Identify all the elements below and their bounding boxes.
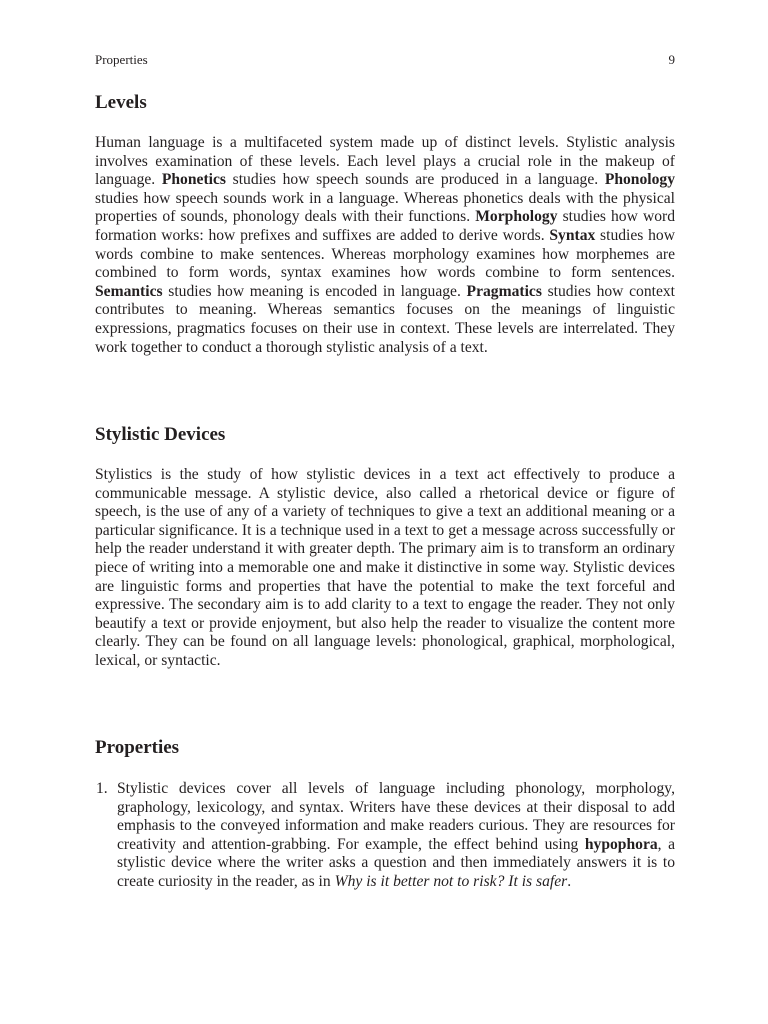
text-run: Human language is a multifaceted system made up of distinct levels. Stylistic analysis involves examination of these levels. Each level plays a crucial role in the makeup of language.	[95, 134, 675, 189]
section-heading-stylistic-devices: Stylistic Devices	[95, 424, 226, 445]
italic-example: Why is it better not to risk? It is safer	[334, 872, 568, 890]
bold-term: Morphology	[475, 208, 558, 226]
bold-term: hypophora	[584, 835, 658, 853]
bold-term: Pragmatics	[466, 282, 542, 300]
list-item-number: 1.	[96, 780, 108, 797]
bold-term: Syntax	[549, 226, 596, 244]
text-run: studies how speech sounds are produced in a language.	[225, 171, 605, 189]
text-run: Stylistic devices cover all levels of language including phonology, morphology, graphology, lexicology, and syntax. Writers have these devices at their disposal to add emphasis to the conveyed information and make readers curious. They are resources for creativity and attention-grabbing. For example, the effect behind using	[117, 780, 675, 853]
text-run: studies how word formation works: how prefixes and suffixes are added to derive words.	[95, 208, 676, 244]
section-heading-levels: Levels	[95, 92, 147, 113]
page-number: 9	[668, 52, 675, 67]
text-run: studies how speech sounds work in a language. Whereas phonetics deals with the physical properties of sounds, phonology deals with their functions.	[95, 189, 675, 226]
list-item-text	[117, 780, 675, 890]
text-run: Stylistics is the study of how stylistic devices in a text act effectively to produce a communicable message. A stylistic device, also called a rhetorical device or figure of speech, is the use of any of a variety of techniques to give a text an additional meaning or a particular significance. It is a technique used in a text to get a message across successfully or help the reader understand it with greater depth. The primary aim is to transform an ordinary piece of writing into a memorable one and make it distinctive in some way. Stylistic devices are linguistic forms and properties that have the potential to make the text forceful and expressive. The secondary aim is to add clarity to a text to engage the reader. They not only beautify a text or provide enjoyment, but also help the reader to visualize the content more clearly. They can be found on all language levels: phonological, graphical, morphological, lexical, or syntactic.	[95, 466, 675, 669]
bold-term: Phonetics	[161, 171, 226, 189]
list-item	[95, 780, 675, 892]
bold-term: Semantics	[95, 282, 163, 300]
stylistic-devices-paragraph	[95, 466, 675, 671]
text-run: studies how words combine to make sentences. Whereas morphology examines how morphemes are combined to form words, syntax examines how words combine to form sentences.	[95, 226, 675, 282]
bold-term: Phonology	[604, 171, 675, 189]
text-run: .	[567, 872, 572, 890]
text-run: , a stylistic device where the writer asks a question and then immediately answers it is to create curiosity in the reader, as in	[117, 835, 675, 890]
text-run: studies how context contributes to meaning. Whereas semantics focuses on the meanings of linguistic expressions, pragmatics focuses on their use in context. These levels are interrelated. They work together to conduct a thorough stylistic analysis of a text.	[95, 282, 675, 356]
levels-paragraph	[95, 134, 675, 357]
section-heading-properties: Properties	[95, 737, 180, 758]
properties-list	[95, 780, 675, 892]
text-run: studies how meaning is encoded in language.	[162, 282, 467, 300]
running-title: Properties	[95, 52, 148, 67]
